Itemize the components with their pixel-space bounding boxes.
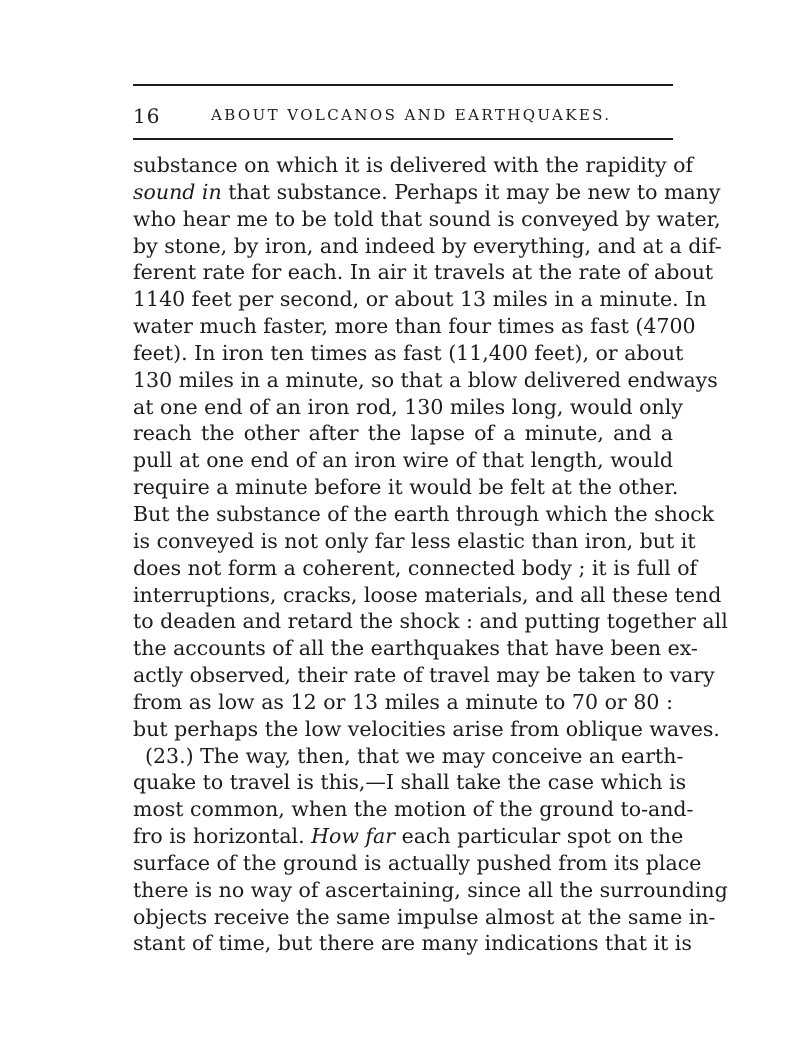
text-run: surface of the ground is actually pushed from its place bbox=[133, 850, 702, 875]
text-line bbox=[133, 850, 702, 877]
text-run: 130 miles in a minute, so that a blow delivered endways bbox=[133, 367, 718, 392]
header-rule-bottom bbox=[133, 138, 673, 140]
text-run: 1140 feet per second, or about 13 miles in a minute. In bbox=[133, 287, 707, 312]
body-text bbox=[133, 152, 728, 957]
text-line bbox=[133, 662, 715, 689]
text-line bbox=[133, 367, 718, 394]
text-run: to deaden and retard the shock : and putting together all bbox=[133, 609, 728, 634]
text-run: water much faster, more than four times as fast (4700 bbox=[133, 314, 696, 339]
italic-text: sound in bbox=[133, 179, 222, 204]
text-line bbox=[133, 179, 721, 206]
text-line bbox=[133, 394, 683, 421]
text-run: ferent rate for each. In air it travels at the rate of about bbox=[133, 260, 714, 285]
running-head bbox=[133, 104, 673, 128]
text-run: stant of time, but there are many indications that it is bbox=[133, 931, 692, 956]
text-line bbox=[133, 286, 707, 313]
text-run: objects receive the same impulse almost at the same in- bbox=[133, 904, 716, 929]
text-line bbox=[133, 152, 694, 179]
text-run: (23.) The way, then, that we may conceive an earth- bbox=[145, 743, 684, 768]
header-rule-top bbox=[133, 84, 673, 86]
text-line bbox=[133, 716, 720, 743]
text-line bbox=[133, 259, 714, 286]
text-run: interruptions, cracks, loose materials, and all these tend bbox=[133, 582, 722, 607]
text-run: is conveyed is not only far less elastic than iron, but it bbox=[133, 528, 696, 553]
text-line bbox=[133, 340, 684, 367]
text-line bbox=[133, 420, 673, 447]
text-run: most common, when the motion of the ground to-and- bbox=[133, 797, 694, 822]
text-line bbox=[133, 555, 698, 582]
text-run: each particular spot on the bbox=[395, 824, 684, 849]
text-run: does not form a coherent, connected body ; it is full of bbox=[133, 555, 698, 580]
running-title: ABOUT VOLCANOS AND EARTHQUAKES. bbox=[211, 106, 612, 124]
text-run: by stone, by iron, and indeed by everything, and at a dif- bbox=[133, 233, 722, 258]
text-line bbox=[133, 823, 684, 850]
text-line bbox=[133, 877, 728, 904]
text-run: at one end of an iron rod, 130 miles long, would only bbox=[133, 394, 683, 419]
text-run: pull at one end of an iron wire of that length, would bbox=[133, 448, 673, 473]
text-line bbox=[133, 206, 721, 233]
text-run: there is no way of ascertaining, since all the surrounding bbox=[133, 877, 728, 902]
page-number: 16 bbox=[133, 104, 161, 128]
text-run: but perhaps the low velocities arise from oblique waves. bbox=[133, 716, 720, 741]
text-run: actly observed, their rate of travel may be taken to vary bbox=[133, 663, 715, 688]
text-line bbox=[133, 689, 673, 716]
text-run: quake to travel is this,—I shall take the case which is bbox=[133, 770, 687, 795]
text-line bbox=[133, 528, 696, 555]
text-run: the accounts of all the earthquakes that have been ex- bbox=[133, 636, 698, 661]
text-line bbox=[133, 501, 715, 528]
text-run: from as low as 12 or 13 miles a minute to 70 or 80 : bbox=[133, 689, 673, 714]
text-line bbox=[133, 930, 692, 957]
text-run: substance on which it is delivered with the rapidity of bbox=[133, 153, 694, 177]
text-run: that substance. Perhaps it may be new to many bbox=[221, 179, 721, 204]
text-line bbox=[133, 233, 722, 260]
text-run: who hear me to be told that sound is conveyed by water, bbox=[133, 206, 721, 231]
text-line bbox=[133, 796, 694, 823]
text-run: feet). In iron ten times as fast (11,400 feet), or about bbox=[133, 340, 684, 365]
text-line bbox=[133, 313, 696, 340]
text-run: But the substance of the earth through which the shock bbox=[133, 501, 715, 526]
text-line bbox=[133, 904, 716, 931]
text-line bbox=[133, 608, 728, 635]
text-line bbox=[133, 582, 722, 609]
text-line bbox=[133, 743, 684, 770]
text-line bbox=[133, 769, 687, 796]
text-run: reach the other after the lapse of a minute, and a bbox=[133, 421, 673, 446]
italic-text: How far bbox=[311, 824, 396, 849]
text-line bbox=[133, 635, 698, 662]
text-line bbox=[133, 474, 679, 501]
text-line bbox=[133, 447, 673, 474]
text-run: fro is horizontal. bbox=[133, 824, 312, 849]
text-run: require a minute before it would be felt at the other. bbox=[133, 475, 679, 500]
